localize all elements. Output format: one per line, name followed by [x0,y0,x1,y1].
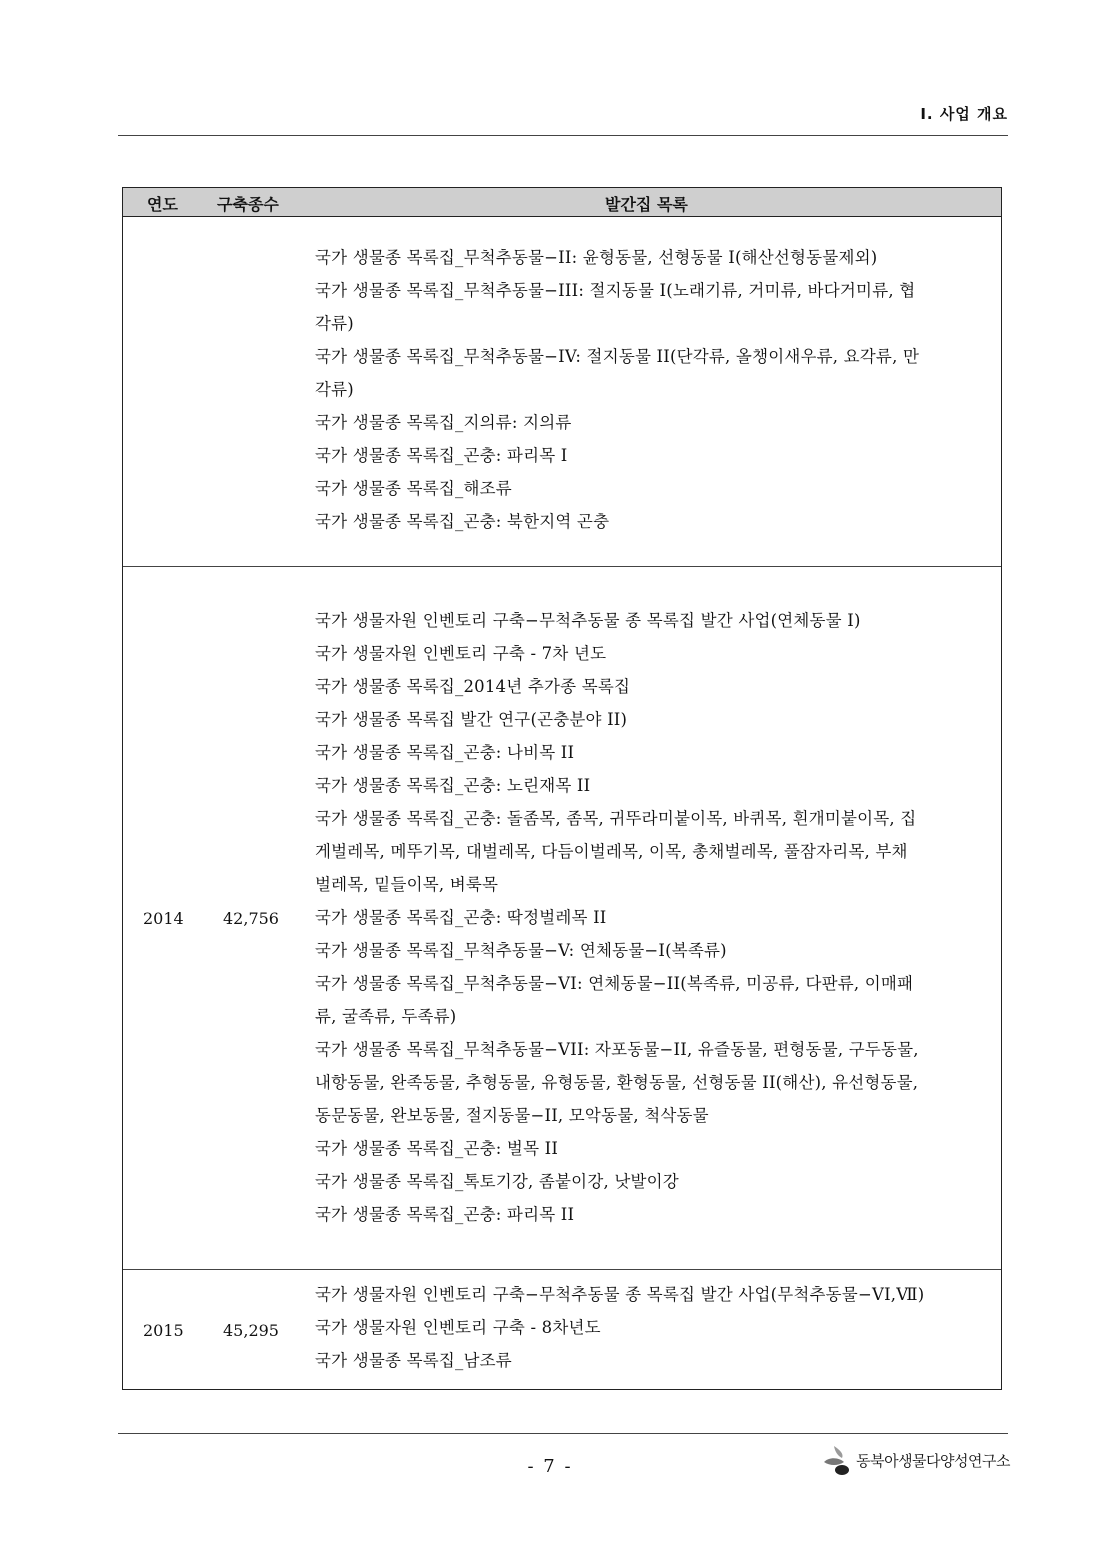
column-header-year: 연도 [147,195,178,214]
publication-list [315,604,995,1231]
table-header [123,188,1001,217]
publication-item: 동문동물, 완보동물, 절지동물−II, 모악동물, 척삭동물 [315,1106,709,1125]
publication-item: 국가 생물종 목록집_곤충: 파리목 II [315,1205,575,1224]
publication-item: 게벌레목, 메뚜기목, 대벌레목, 다듬이벌레목, 이목, 총채벌레목, 풀잠자리목, 부채 [315,842,908,861]
publication-item: 국가 생물종 목록집_곤충: 나비목 II [315,743,575,762]
row-year: 2015 [143,1321,184,1340]
publication-item: 벌레목, 밑들이목, 벼룩목 [315,875,499,894]
column-header-publications: 발간집 목록 [605,195,688,214]
publication-item: 국가 생물자원 인벤토리 구축−무척추동물 종 목록집 발간 사업(무척추동물−VI,Ⅶ) [315,1285,925,1304]
row-count: 45,295 [223,1321,279,1340]
leaf-drop-logo-icon [820,1444,854,1476]
header-divider [118,135,1008,136]
publication-item: 국가 생물종 목록집_무척추동물−V: 연체동물−I(복족류) [315,941,727,960]
row-year: 2014 [143,909,184,928]
publication-item: 내항동물, 완족동물, 추형동물, 유형동물, 환형동물, 선형동물 II(해산), 유선형동물, [315,1073,919,1092]
publication-item: 국가 생물종 목록집_무척추동물−IV: 절지동물 II(단각류, 올챙이새우류, 요각류, 만 [315,347,920,366]
table-row [123,1270,1001,1389]
publication-item: 국가 생물종 목록집_곤충: 딱정벌레목 II [315,908,607,927]
publication-item: 류, 굴족류, 두족류) [315,1007,457,1026]
publication-item: 국가 생물자원 인벤토리 구축−무척추동물 종 목록집 발간 사업(연체동물 Ⅰ) [315,611,861,630]
organization-mark [820,1444,1010,1476]
publication-item: 국가 생물종 목록집_곤충: 노린재목 II [315,776,591,795]
publication-item: 국가 생물자원 인벤토리 구축 - 8차년도 [315,1318,601,1337]
publication-item: 국가 생물종 목록집_2014년 추가종 목록집 [315,677,631,696]
row-count: 42,756 [223,909,279,928]
publication-item: 국가 생물종 목록집_무척추동물−VI: 연체동물−II(복족류, 미공류, 다판류, 이매패 [315,974,914,993]
publication-item: 국가 생물종 목록집_무척추동물−II: 윤형동물, 선형동물 I(해산선형동물제외) [315,248,878,267]
table-row [123,567,1001,1270]
publication-item: 국가 생물종 목록집_곤충: 북한지역 곤충 [315,512,610,531]
publication-item: 국가 생물종 목록집_지의류: 지의류 [315,413,572,432]
publication-item: 각류) [315,314,354,333]
publication-list [315,241,995,538]
publication-table [122,187,1002,1390]
page-number: - 7 - [527,1456,573,1477]
publication-item: 국가 생물종 목록집_곤충: 벌목 II [315,1139,559,1158]
publication-item: 국가 생물종 목록집_곤충: 파리목 I [315,446,568,465]
publication-item: 각류) [315,380,354,399]
publication-item: 국가 생물자원 인벤토리 구축 - 7차 년도 [315,644,607,663]
publication-item: 국가 생물종 목록집_해조류 [315,479,512,498]
publication-item: 국가 생물종 목록집 발간 연구(곤충분야 II) [315,710,628,729]
footer-divider [118,1433,1008,1434]
publication-item: 국가 생물종 목록집_무척추동물−VII: 자포동물−II, 유즐동물, 편형동물, 구두동물, [315,1040,919,1059]
table-row [123,217,1001,567]
publication-item: 국가 생물종 목록집_톡토기강, 좀붙이강, 낫발이강 [315,1172,679,1191]
publication-item: 국가 생물종 목록집_남조류 [315,1351,512,1370]
section-title: Ⅰ. 사업 개요 [920,105,1008,123]
column-header-count: 구축종수 [217,195,279,214]
publication-item: 국가 생물종 목록집_무척추동물−III: 절지동물 I(노래기류, 거미류, 바다거미류, 협 [315,281,916,300]
publication-item: 국가 생물종 목록집_곤충: 돌좀목, 좀목, 귀뚜라미붙이목, 바퀴목, 흰개미붙이목, 집 [315,809,917,828]
publication-list [315,1278,995,1377]
organization-name: 동북아생물다양성연구소 [856,1451,1010,1470]
